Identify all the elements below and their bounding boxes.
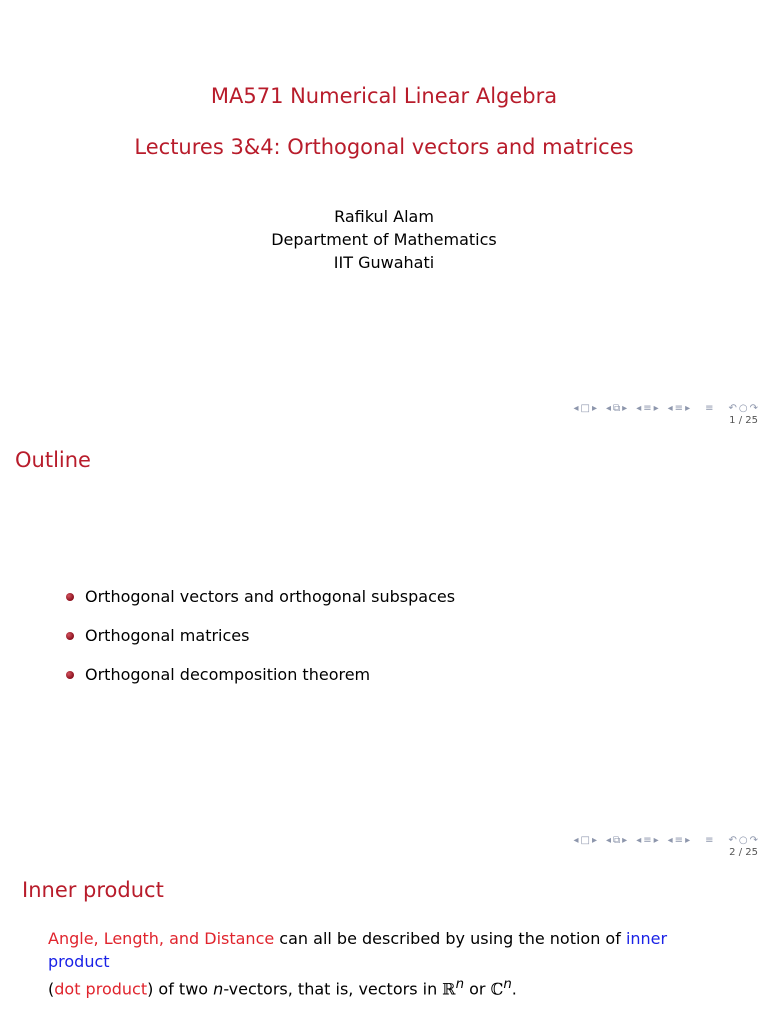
presentation-title: MA571 Numerical Linear Algebra <box>210 84 558 108</box>
list-item: Orthogonal decomposition theorem <box>66 664 455 703</box>
outline-list <box>66 586 455 703</box>
highlight-red: Angle, Length, and Distance <box>48 929 275 948</box>
slide-title-page <box>0 0 768 430</box>
doc-nav-icon[interactable]: ≡ <box>705 402 714 414</box>
paragraph: Angle, Length, and Distance can all be described by using the notion of inner product (dot product) of two n-vectors, that is, vectors in ℝ$^n$ or ℂ$^n$. <box>48 929 668 999</box>
bullet-icon <box>66 632 74 640</box>
navigation-bar <box>567 833 758 847</box>
page-number: 2 / 25 <box>729 847 758 858</box>
bullet-icon <box>66 671 74 679</box>
search-icon[interactable]: ↶ ○ ↷ <box>728 834 758 846</box>
author-name: Rafikul Alam <box>334 207 434 226</box>
page-number: 1 / 25 <box>729 415 758 426</box>
frame-title: Inner product <box>22 878 164 902</box>
slide-inner-product <box>0 864 768 1024</box>
author-institute: IIT Guwahati <box>333 253 435 272</box>
author-department: Department of Mathematics <box>271 230 497 249</box>
highlight-blue: inner product <box>48 929 668 971</box>
section-nav-icon[interactable]: ◂ ≡ ▸ <box>667 834 691 846</box>
doc-nav-icon[interactable]: ≡ <box>705 834 714 846</box>
subsection-nav-icon[interactable]: ◂ ⧉ ▸ <box>605 834 628 846</box>
frame-nav-icon[interactable]: ◂ □ ▸ <box>573 834 597 846</box>
frame-nav-icon[interactable]: ◂ □ ▸ <box>573 402 597 414</box>
highlight-red: dot product <box>54 979 148 999</box>
subsection-nav-icon[interactable]: ◂ ⧉ ▸ <box>605 402 628 414</box>
list-item: Orthogonal matrices <box>66 625 455 664</box>
presentation-subtitle: Lectures 3&4: Orthogonal vectors and matrices <box>134 135 634 159</box>
section-nav-icon[interactable]: ◂ ≡ ▸ <box>636 834 659 846</box>
search-icon[interactable]: ↶ ○ ↷ <box>728 402 758 414</box>
navigation-bar <box>567 401 758 415</box>
section-nav-icon[interactable]: ◂ ≡ ▸ <box>636 402 659 414</box>
frame-title: Outline <box>15 448 91 472</box>
slide-outline <box>0 432 768 862</box>
section-nav-icon[interactable]: ◂ ≡ ▸ <box>667 402 691 414</box>
bullet-icon <box>66 593 74 601</box>
list-item: Orthogonal vectors and orthogonal subspaces <box>66 586 455 625</box>
author-block <box>0 205 768 274</box>
